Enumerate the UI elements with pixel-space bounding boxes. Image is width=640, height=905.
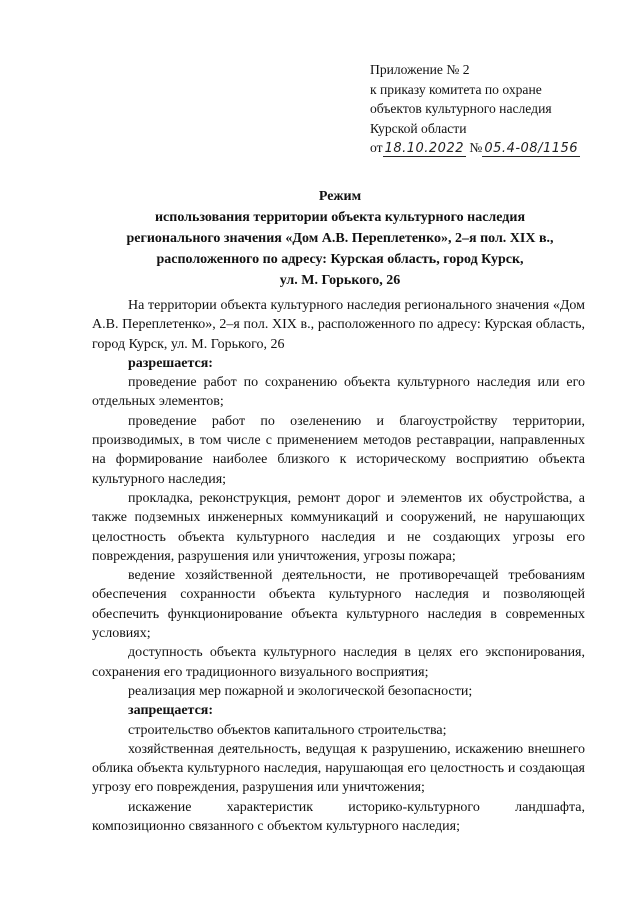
document-body [92, 296, 585, 836]
appendix-region: Курской области [370, 120, 467, 136]
order-date-handwritten: 18.10.2022 [384, 141, 464, 156]
order-from-label: от [370, 140, 383, 155]
forbidden-item: хозяйственная деятельность, ведущая к разрушению, искажению внешнего облика объекта культурного наследия, нарушающая его целостность и создающая угрозу его повреждения, разрушения или уничтожения; [92, 741, 585, 796]
title-line-1: Режим [318, 189, 362, 204]
appendix-number: Приложение № 2 [370, 62, 470, 77]
order-date-number [370, 138, 580, 158]
title-line-3: регионального значения «Дом А.В. Переплетенко», 2–я пол. XIX в., [126, 231, 554, 246]
order-number-handwritten: 05.4-08/1156 [484, 141, 579, 156]
order-number-sign: № [469, 140, 483, 155]
allowed-item: проведение работ по сохранению объекта культурного наследия или его отдельных элементов; [92, 375, 585, 410]
title-line-2: использования территории объекта культурного наследия [154, 210, 526, 225]
title-line-5: ул. М. Горького, 26 [279, 273, 401, 288]
forbidden-item: искажение характеристик историко-культурного ландшафта, композиционно связанного с объектом культурного наследия; [92, 799, 585, 835]
allowed-heading: разрешается: [128, 355, 213, 371]
appendix-header [370, 60, 580, 158]
allowed-item: прокладка, реконструкция, ремонт дорог и элементов их обустройства, а также подземных инженерных коммуникаций и сооружений, не нарушающих целостность объекта культурного наследия и не создающих угрозы его повреждения, разрушения или уничтожения, угрозы пожара; [92, 490, 585, 564]
allowed-item: проведение работ по озеленению и благоустройству территории, производимых, в том числе с применением методов реставрации, направленных на формирование наиболее близкого к историческому восприятию объекта культурного наследия; [92, 413, 585, 487]
allowed-item: ведение хозяйственной деятельности, не противоречащей требованиям обеспечения сохранности объекта культурного наследия и позволяющей обеспечить функционирование объекта культурного наследия в современных условиях; [92, 568, 585, 642]
document-title [80, 186, 600, 291]
allowed-item: доступность объекта культурного наследия в целях его экспонирования, сохранения его традиционного визуального восприятия; [92, 645, 585, 680]
allowed-item: реализация мер пожарной и экологической безопасности; [128, 683, 473, 699]
intro-paragraph: На территории объекта культурного наследия регионального значения «Дом А.В. Переплетенко», 2–я пол. XIX в., расположенного по адресу: Курская область, город Курск, ул. М. Горького, 26 [92, 298, 585, 352]
forbidden-heading: запрещается: [128, 703, 214, 719]
forbidden-item: строительство объектов капитального строительства; [128, 722, 447, 738]
appendix-order-ref: к приказу комитета по охране [370, 81, 542, 97]
title-line-4: расположенного по адресу: Курская область, город Курск, [156, 252, 524, 267]
appendix-committee: объектов культурного наследия [370, 101, 552, 116]
